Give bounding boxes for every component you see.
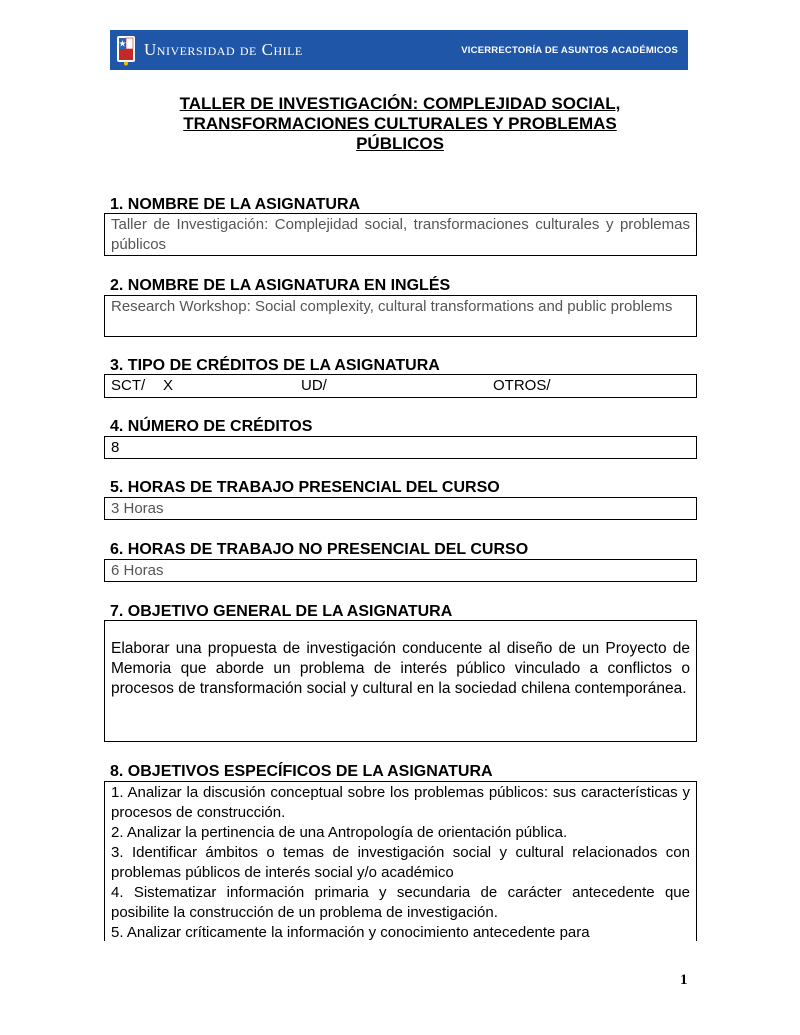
specific-objective-item: 1. Analizar la discusión conceptual sobre los problemas públicos: sus características y procesos de construcción. bbox=[111, 784, 690, 821]
page-title bbox=[110, 94, 690, 154]
specific-objective-item: 3. Identificar ámbitos o temas de investigación social y cultural relacionados con problemas públicos de interés social y/o académico bbox=[111, 844, 690, 881]
vicerrectoria-label: VICERRECTORÍA DE ASUNTOS ACADÉMICOS bbox=[461, 44, 678, 56]
title-line: TALLER DE INVESTIGACIÓN: COMPLEJIDAD SOCIAL, bbox=[179, 94, 621, 113]
course-name-box: Taller de Investigación: Complejidad social, transformaciones culturales y problemas públicos bbox=[104, 213, 697, 256]
section-6-heading: 6. HORAS DE TRABAJO NO PRESENCIAL DEL CURSO bbox=[110, 541, 529, 558]
header-banner bbox=[110, 30, 688, 70]
section-5-heading: 5. HORAS DE TRABAJO PRESENCIAL DEL CURSO bbox=[110, 479, 500, 496]
specific-objectives-box bbox=[104, 781, 697, 941]
section-4-heading: 4. NÚMERO DE CRÉDITOS bbox=[110, 418, 313, 435]
specific-objective-item: 5. Analizar críticamente la información y conocimiento antecedente para bbox=[111, 924, 590, 941]
section-2-heading: 2. NOMBRE DE LA ASIGNATURA EN INGLÉS bbox=[110, 277, 451, 294]
ud-label: UD/ bbox=[301, 377, 327, 394]
section-7-heading: 7. OBJETIVO GENERAL DE LA ASIGNATURA bbox=[110, 603, 453, 620]
university-name: Universidad de Chile bbox=[144, 40, 303, 59]
title-line: TRANSFORMACIONES CULTURALES Y PROBLEMAS bbox=[183, 114, 617, 133]
page-number: 1 bbox=[680, 972, 688, 988]
credit-type-box bbox=[104, 374, 697, 398]
nonpresential-hours-box: 6 Horas bbox=[104, 559, 697, 582]
credit-number-box: 8 bbox=[104, 436, 697, 459]
section-3-heading: 3. TIPO DE CRÉDITOS DE LA ASIGNATURA bbox=[110, 357, 440, 374]
sct-label: SCT/ bbox=[111, 377, 146, 394]
title-line: PÚBLICOS bbox=[356, 134, 444, 153]
section-8-heading: 8. OBJETIVOS ESPECÍFICOS DE LA ASIGNATURA bbox=[110, 763, 493, 780]
specific-objective-item: 4. Sistematizar información primaria y secundaria de carácter antecedente que posibilite la construcción de un problema de investigación. bbox=[111, 884, 690, 921]
course-name-english-box: Research Workshop: Social complexity, cultural transformations and public problems bbox=[104, 295, 697, 337]
section-1-heading: 1. NOMBRE DE LA ASIGNATURA bbox=[110, 196, 361, 213]
specific-objective-item: 2. Analizar la pertinencia de una Antropología de orientación pública. bbox=[111, 824, 568, 841]
otros-label: OTROS/ bbox=[493, 377, 551, 394]
university-crest-icon bbox=[116, 34, 136, 66]
presential-hours-box: 3 Horas bbox=[104, 497, 697, 520]
general-objective-box: Elaborar una propuesta de investigación conducente al diseño de un Proyecto de Memoria que aborde un problema de interés público vinculado a conflictos o procesos de transformación social y cultural en la sociedad chilena contemporánea. bbox=[104, 620, 697, 742]
sct-mark: X bbox=[163, 377, 174, 394]
